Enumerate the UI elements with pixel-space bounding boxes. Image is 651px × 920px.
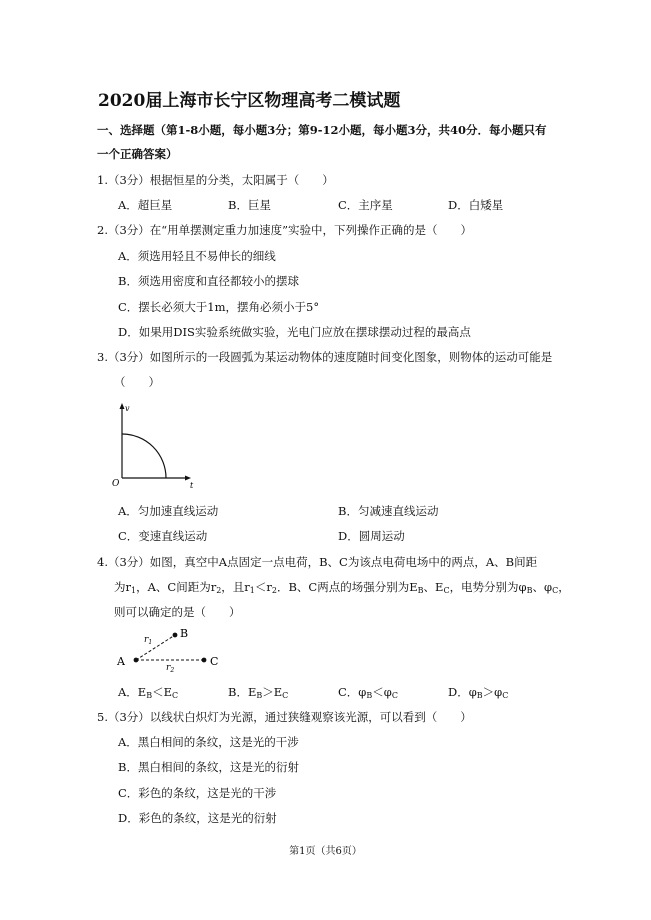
velocity-arc	[122, 434, 166, 478]
question-4-line3: 则可以确定的是（ ）	[114, 605, 241, 619]
q2-option-a: A．须选用轻且不易伸长的细线	[118, 249, 276, 263]
q1-option-d: D．白矮星	[448, 198, 504, 212]
q5-option-c: C．彩色的条纹，这是光的干涉	[118, 786, 277, 800]
q4-option-c: C．$\varphi_B<\varphi_C$	[338, 685, 398, 700]
q2-option-c: C．摆长必须大于1m，摆角必须小于5°	[118, 300, 320, 314]
label-r1: $r_1$	[144, 635, 153, 646]
question-2-stem: 2.（3分）在“用单摆测定重力加速度”实验中，下列操作正确的是（ ）	[97, 223, 473, 237]
q3-option-c: C．变速直线运动	[118, 529, 208, 543]
origin-label: O	[112, 479, 120, 489]
question-4-line1: 4.（3分）如图，真空中A点固定一点电荷，B、C为该点电荷电场中的两点，A、B间距	[97, 555, 538, 569]
question-4-line2: 为$r_1$，A、C间距为$r_2$，且$r_1<r_2$．B、C两点的场强分别为$E_B$、$E_C$，电势分别为$\varphi_B$、$\varphi_C$，	[114, 580, 570, 595]
point-c	[202, 658, 207, 663]
section-heading-line2: 一个正确答案）	[97, 147, 178, 161]
velocity-time-graph	[108, 398, 198, 490]
q4-option-d: D．$\varphi_B>\varphi_C$	[448, 685, 509, 700]
question-3-answer-paren: （ ）	[114, 375, 160, 389]
paper-title: 2020届上海市长宁区物理高考二模试题	[98, 91, 401, 111]
question-5-stem: 5.（3分）以线状白炽灯为光源，通过狭缝观察该光源，可以看到（ ）	[97, 710, 472, 724]
q5-option-a: A．黑白相间的条纹，这是光的干涉	[118, 735, 299, 749]
label-c: C	[210, 655, 219, 668]
t-axis-label: t	[190, 481, 194, 490]
q5-option-d: D．彩色的条纹，这是光的衍射	[118, 811, 277, 825]
q1-option-a: A．超巨星	[118, 198, 173, 212]
point-a	[134, 658, 139, 663]
q2-option-b: B．须选用密度和直径都较小的摆球	[118, 274, 299, 288]
q4-option-a: A．$E_B<E_C$	[118, 685, 179, 700]
q1-option-b: B．巨星	[228, 198, 271, 212]
question-3-stem: 3.（3分）如图所示的一段圆弧为某运动物体的速度随时间变化图象，则物体的运动可能是	[97, 350, 553, 364]
t-axis-arrow	[185, 476, 191, 481]
point-b	[173, 633, 178, 638]
point-charge-diagram	[112, 622, 222, 674]
v-axis-arrow	[120, 403, 125, 409]
page-footer: 第1页（共6页）	[289, 846, 362, 857]
label-a: A	[117, 655, 125, 668]
section-heading-line1: 一、选择题（第1-8小题，每小题3分；第9-12小题，每小题3分，共40分．每小题只有	[97, 123, 547, 137]
q4-option-b: B．$E_B>E_C$	[228, 685, 289, 700]
q3-option-b: B．匀减速直线运动	[338, 504, 439, 518]
v-axis-label: v	[125, 404, 130, 413]
label-b: B	[180, 627, 189, 640]
label-r2: $r_2$	[166, 663, 175, 674]
q2-option-d: D．如果用DIS实验系统做实验，光电门应放在摆球摆动过程的最高点	[118, 325, 471, 339]
line-ab	[136, 635, 175, 660]
q1-option-c: C．主序星	[338, 198, 393, 212]
question-1-stem: 1.（3分）根据恒星的分类，太阳属于（ ）	[97, 173, 334, 187]
q3-option-d: D．圆周运动	[338, 529, 405, 543]
q5-option-b: B．黑白相间的条纹，这是光的衍射	[118, 760, 299, 774]
q3-option-a: A．匀加速直线运动	[118, 504, 219, 518]
